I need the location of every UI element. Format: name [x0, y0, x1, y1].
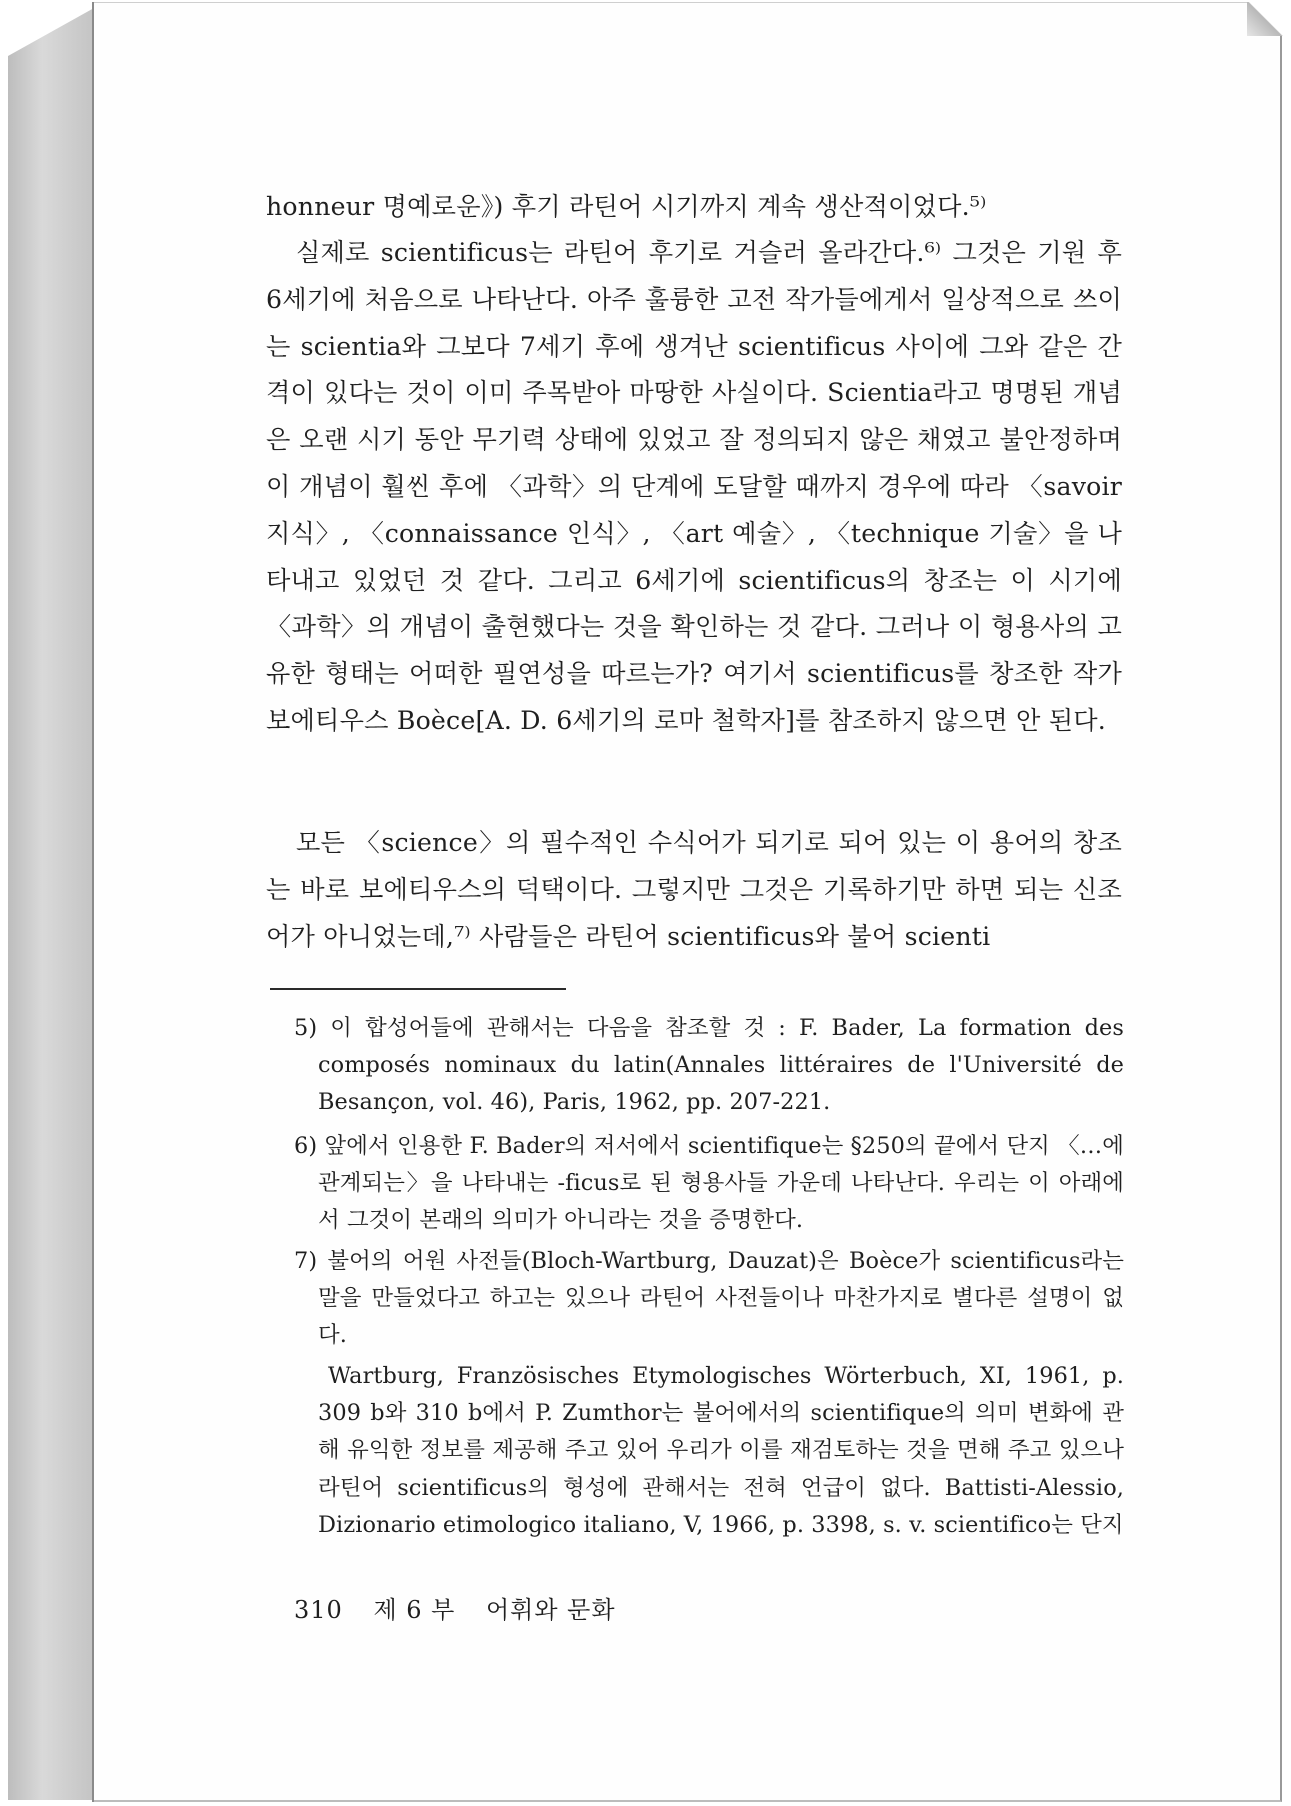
- footnote-separator: [270, 988, 566, 990]
- footnote-7-continued-text: Wartburg, Französisches Etymologisches Wörterbuch, XI, 1961, p. 309 b와 310 b에서 P. Zumthor는 불어에서의 scientifique의 의미 변화에 관해 유익한 정보를 제공해 주고 있어 우리가 이를 재검토하는 것을 면해 주고 있으나 라틴어 scientificus의 형성에 관해서는 전혀 언급이 없다. Battisti-Alessio, Dizionario etimologico italiano, V, 1966, p. 3398, s. v. scientifico는 단지: [318, 1363, 1124, 1538]
- book-page-edge: [8, 8, 94, 1800]
- part-title: 어휘와 문화: [486, 1596, 616, 1624]
- page-corner-fold: [1247, 2, 1283, 36]
- footnote-5-text: 5) 이 합성어들에 관해서는 다음을 참조할 것 : F. Bader, La formation des composés nominaux du latin(Annales littéraires de l'Université de Besançon, vol. 46), Paris, 1962, pp. 207-221.: [294, 1015, 1124, 1116]
- footnote-6-text: 6) 앞에서 인용한 F. Bader의 저서에서 scientifique는 §250의 끝에서 단지 〈…에 관계되는〉을 나타내는 -ficus로 된 형용사들 가운데 나타난다. 우리는 이 아래에서 그것이 본래의 의미가 아니라는 것을 증명한다.: [294, 1133, 1124, 1234]
- page-number: 310: [294, 1596, 343, 1624]
- page-footer: [294, 1590, 638, 1625]
- paragraph-boece-creation: 모든 〈science〉의 필수적인 수식어가 되기로 되어 있는 이 용어의 창조는 바로 보에티우스의 덕택이다. 그렇지만 그것은 기록하기만 하면 되는 신조어가 아니었는데,⁷⁾ 사람들은 라틴어 scientificus와 불어 scienti: [266, 828, 1122, 951]
- paragraph-continuation: honneur 명예로운》) 후기 라틴어 시기까지 계속 생산적이었다.⁵⁾: [266, 192, 987, 221]
- part-label: 제 6 부: [373, 1596, 456, 1624]
- footnote-7-continued: [294, 1358, 1124, 1544]
- footnote-7: [294, 1243, 1124, 1355]
- paragraph-scientificus-origin: 실제로 scientificus는 라틴어 후기로 거슬러 올라간다.⁶⁾ 그것은 기원 후 6세기에 처음으로 나타난다. 아주 훌륭한 고전 작가들에게서 일상적으로 쓰이는 scientia와 그보다 7세기 후에 생겨난 scientificus 사이에 그와 같은 간격이 있다는 것이 이미 주목받아 마땅한 사실이다. Scientia라고 명명된 개념은 오랜 시기 동안 무기력 상태에 있었고 잘 정의되지 않은 채였고 불안정하며 이 개념이 훨씬 후에 〈과학〉의 단계에 도달할 때까지 경우에 따라 〈savoir 지식〉, 〈connaissance 인식〉, 〈art 예술〉, 〈technique 기술〉을 나타내고 있었던 것 같다. 그리고 6세기에 scientificus의 창조는 이 시기에 〈과학〉의 개념이 출현했다는 것을 확인하는 것 같다. 그러나 이 형용사의 고유한 형태는 어떠한 필연성을 따르는가? 여기서 scientificus를 창조한 작가 보에티우스 Boèce[A. D. 6세기의 로마 철학자]를 참조하지 않으면 안 된다.: [266, 238, 1122, 735]
- footnote-7-text: 7) 불어의 어원 사전들(Bloch-Wartburg, Dauzat)은 Boèce가 scientificus라는 말을 만들었다고 하고는 있으나 라틴어 사전들이나 마찬가지로 별다른 설명이 없다.: [294, 1248, 1124, 1349]
- footnote-6: [294, 1128, 1124, 1240]
- footnote-5: [294, 1010, 1124, 1122]
